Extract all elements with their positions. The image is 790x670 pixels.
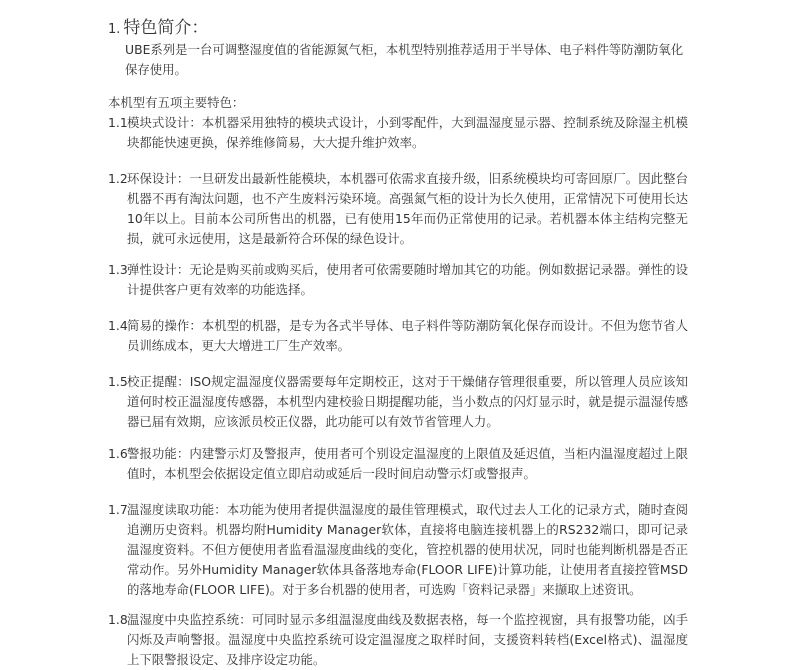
feature-number: 1.2 (108, 171, 128, 186)
section-number: 1. (108, 22, 121, 37)
feature-item-central-monitoring (108, 610, 688, 670)
feature-number: 1.1 (108, 115, 128, 130)
feature-text: 模块式设计：本机器采用独特的模块式设计，小到零配件，大到温湿度显示器、控制系统及除湿主机模块都能快速更换，保养维修简易，大大提升维护效率。 (127, 115, 688, 150)
feature-item-easy-operation (108, 316, 688, 356)
feature-text: 温湿度中央监控系统：可同时显示多组温湿度曲线及数据表格，每一个监控视窗，具有报警功能，凶手闪烁及声响警报。温湿度中央监控系统可设定温湿度之取样时间，支援资料转档(Excel格式)、温湿度上下限警报设定、及排序设定功能。 (127, 612, 688, 667)
feature-number: 1.7 (108, 502, 128, 517)
intro-paragraph: UBE系列是一台可调整湿度值的省能源氮气柜，本机型特别推荐适用于半导体、电子料件等防潮防氧化保存使用。 (125, 42, 684, 77)
feature-text: 警报功能：内建警示灯及警报声，使用者可个别设定温湿度的上限值及延迟值，当柜内温湿度超过上限值时，本机型会依据设定值立即启动或延后一段时间启动警示灯或警报声。 (127, 446, 688, 481)
feature-number: 1.6 (108, 446, 128, 461)
feature-item-flexible-design (108, 260, 688, 300)
feature-number: 1.3 (108, 262, 128, 277)
section-heading (108, 16, 208, 40)
feature-text: 弹性设计：无论是购买前或购买后，使用者可依需要随时增加其它的功能。例如数据记录器。弹性的设计提供客户更有效率的功能选择。 (127, 262, 688, 297)
feature-item-alarm-function (108, 444, 688, 484)
features-lead: 本机型有五项主要特色： (108, 95, 245, 110)
feature-text: 环保设计：一旦研发出最新性能模块，本机器可依需求直接升级，旧系统模块均可寄回原厂。因此整台机器不再有淘汰问题，也不产生废料污染环境。高强氮气柜的设计为长久使用，正常情况下可使用长达10年以上。目前本公司所售出的机器，已有使用15年而仍正常使用的记录。若机器本体主结构完整无损，就可永远使用，这是最新符合环保的绿色设计。 (127, 171, 688, 246)
feature-number: 1.5 (108, 374, 128, 389)
feature-text: 温湿度读取功能：本功能为使用者提供温湿度的最佳管理模式，取代过去人工化的记录方式，随时查阅追溯历史资料。机器均附Humidity Manager软体，直接将电脑连接机器上的RS232端口，即可记录温湿度资料。不但方便使用者监看温湿度曲线的变化，管控机器的使用状况，同时也能判断机器是否正常动作。另外Humidity Manager软体具备落地寿命(FLOOR LIFE)计算功能，让使用者直接控管MSD的落地寿命(FLOOR LIFE)。对于多台机器的使用者，可选购「资料记录器」来撷取上述资讯。 (127, 502, 688, 597)
feature-item-humidity-reading (108, 500, 688, 600)
feature-text: 简易的操作：本机型的机器，是专为各式半导体、电子料件等防潮防氧化保存而设计。不但为您节省人员训练成本，更大大增进工厂生产效率。 (127, 318, 688, 353)
feature-text: 校正提醒：ISO规定温湿度仪器需要每年定期校正，这对于干燥储存管理很重要，所以管理人员应该知道何时校正温湿度传感器，本机型内建校验日期提醒功能，当小数点的闪灯显示时，就是提示温湿传感器已届有效期，应该派员校正仪器，此功能可以有效节省管理人力。 (127, 374, 688, 429)
feature-number: 1.8 (108, 612, 128, 627)
feature-number: 1.4 (108, 318, 128, 333)
feature-item-eco-design (108, 169, 688, 249)
feature-item-modular-design (108, 113, 688, 153)
feature-item-calibration-reminder (108, 372, 688, 432)
section-title: 特色简介： (123, 18, 209, 38)
